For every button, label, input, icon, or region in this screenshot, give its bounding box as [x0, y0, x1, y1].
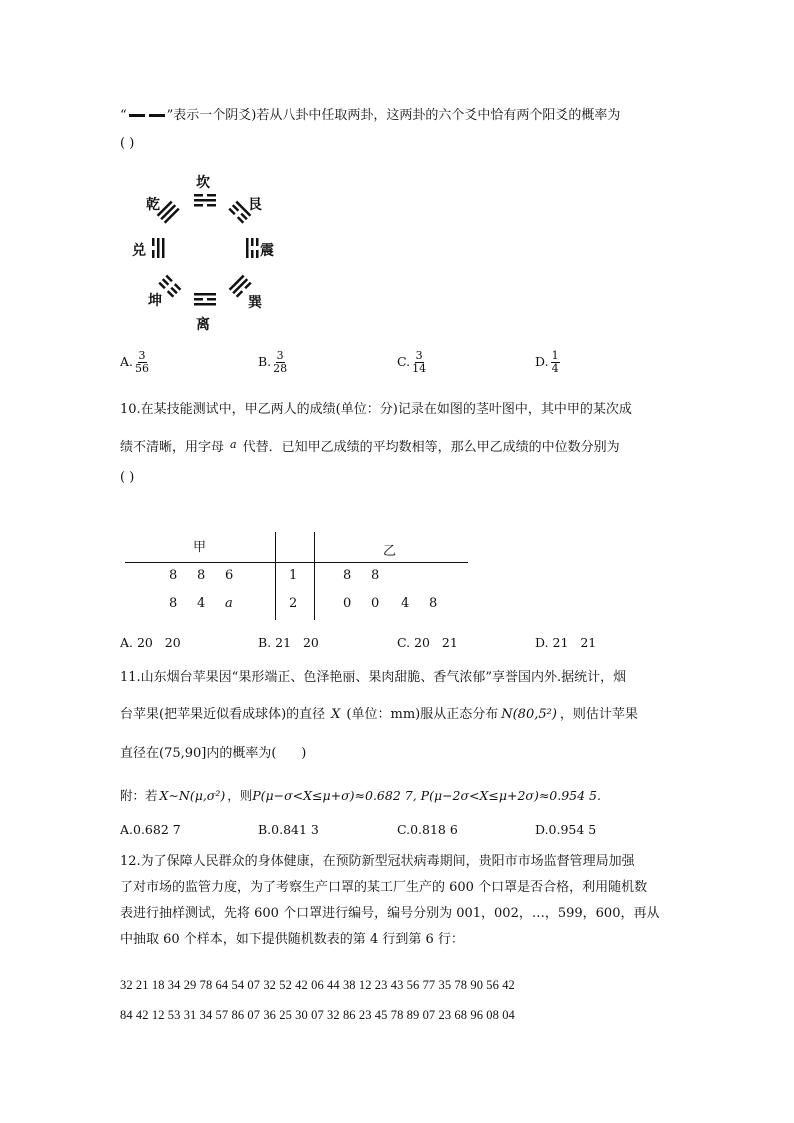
q11-option-d[interactable]: D.0.954 5	[535, 822, 597, 837]
fraction: $\frac{3}{14}$	[412, 349, 427, 375]
q12-line3: 表进行抽样测试，先将 600 个口罩进行编号，编号分别为 001，002，…，599，600，再从	[120, 906, 660, 921]
leaf-right: 8	[429, 596, 438, 611]
q9-line1: “ ”表示一个阴爻)若从八卦中任取两卦，这两卦的六个爻中恰有两个阳爻的概率为	[120, 108, 621, 123]
trigram-qian-label: 乾	[146, 197, 160, 213]
q9-paren: ( )	[120, 136, 135, 151]
q11-option-a[interactable]: A.0.682 7	[120, 822, 181, 837]
q9-option-a[interactable]: A. $\frac{3}{56}$	[120, 349, 150, 375]
leaf-left: a	[225, 596, 233, 611]
fraction: $\frac{3}{28}$	[273, 349, 288, 375]
q10-option-a[interactable]: A. 20 20	[120, 635, 181, 650]
q12-line4: 中抽取 60 个样本，如下提供随机数表的第 4 行到第 6 行：	[120, 932, 464, 947]
trigram-dui-label: 兑	[132, 243, 146, 259]
q11-line3: 直径在(75,90]内的概率为( )	[120, 746, 307, 761]
leaf-left: 8	[169, 568, 178, 583]
trigram-kan-label: 坎	[196, 175, 210, 191]
trigram-li-label: 离	[196, 317, 210, 333]
li-trigram-icon	[194, 293, 216, 306]
q10-option-d[interactable]: D. 21 21	[535, 635, 597, 650]
q10-option-c[interactable]: C. 20 21	[397, 635, 458, 650]
q10-option-b[interactable]: B. 21 20	[258, 635, 319, 650]
q10-line2: 绩不清晰，用字母 $^a$ 代替．已知甲乙成绩的平均数相等，那么甲乙成绩的中位数分别为	[120, 438, 620, 455]
kan-trigram-icon	[194, 194, 216, 207]
q10-line1: 10.在某技能测试中，甲乙两人的成绩(单位：分)记录在如图的茎叶图中，其中甲的某次成	[120, 402, 632, 417]
fraction: $\frac{1}{4}$	[551, 349, 559, 375]
q9-option-d[interactable]: D. $\frac{1}{4}$	[535, 349, 559, 375]
bagua-diagram	[130, 168, 280, 338]
fraction: $\frac{3}{56}$	[135, 349, 150, 375]
head-yi: 乙	[383, 544, 397, 559]
q11-line1: 11.山东烟台苹果因“果形端正、色泽艳丽、果肉甜脆、香气浓郁”享誉国内外.据统计，烟	[120, 670, 627, 685]
q10-paren: ( )	[120, 470, 135, 485]
q9-option-c[interactable]: C. $\frac{3}{14}$	[397, 349, 427, 375]
q12-line1: 12.为了保障人民群众的身体健康，在预防新型冠状病毒期间，贵阳市市场监督管理局加强	[120, 854, 635, 869]
trigram-zhen-label: 震	[260, 243, 274, 259]
leaf-right: 8	[343, 568, 352, 583]
q11-line2: 台苹果(把苹果近似看成球体)的直径 X (单位：mm)服从正态分布 N(80,5²) ，则估计苹果	[120, 707, 638, 722]
random-table-row-4: 32 21 18 34 29 78 64 54 07 32 52 42 06 44 38 12 23 43 56 77 35 78 90 56 42	[120, 978, 515, 992]
leaf-left: 8	[169, 596, 178, 611]
yin-yao-symbol-icon	[127, 114, 167, 118]
leaf-left: 8	[197, 568, 206, 583]
leaf-right: 4	[401, 596, 410, 611]
trigram-xun-label: 巽	[248, 295, 262, 311]
leaf-right: 8	[371, 568, 380, 583]
table-vline-left	[275, 532, 276, 620]
leaf-left: 6	[225, 568, 234, 583]
q11-note: 附：若 X∼N(μ,σ²) ，则P(μ−σ<X≤μ+σ)≈0.682 7, P(μ−2σ<X≤μ+2σ)≈0.954 5.	[120, 788, 601, 803]
zhen-trigram-icon	[246, 238, 259, 258]
q12-line2: 了对市场的监管力度，为了考察生产口罩的某工厂生产的 600 个口罩是否合格，利用随机数	[120, 880, 648, 895]
q9-option-b[interactable]: B. $\frac{3}{28}$	[258, 349, 288, 375]
table-vline-right	[314, 532, 315, 620]
head-jia: 甲	[193, 540, 207, 555]
dui-trigram-icon	[152, 238, 165, 258]
q11-option-b[interactable]: B.0.841 3	[258, 822, 319, 837]
qian-trigram-icon	[157, 201, 180, 224]
random-table-row-5: 84 42 12 53 31 34 57 86 07 36 25 30 07 32 86 23 45 78 89 07 23 68 96 08 04	[120, 1008, 515, 1022]
leaf-left: 4	[197, 596, 206, 611]
table-hline	[125, 562, 468, 563]
leaf-right: 0	[343, 596, 352, 611]
stem-value: 1	[289, 568, 298, 583]
trigram-gen-label: 艮	[248, 197, 262, 213]
trigram-kun-label: 坤	[148, 293, 162, 309]
leaf-right: 0	[371, 596, 380, 611]
stem-leaf-table	[125, 530, 470, 620]
stem-value: 2	[289, 596, 298, 611]
q11-option-c[interactable]: C.0.818 6	[397, 822, 458, 837]
